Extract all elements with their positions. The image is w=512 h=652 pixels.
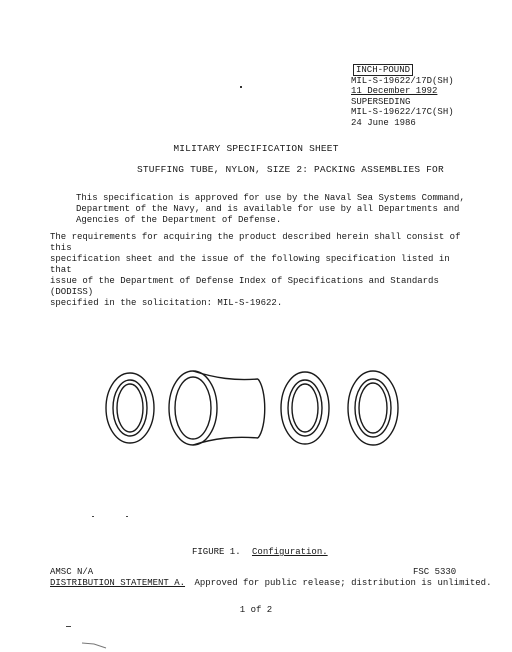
spec-sheet-title: MILITARY SPECIFICATION SHEET [173,143,339,154]
packing-ring-right [348,371,398,445]
approval-paragraph [76,193,476,226]
page-number: 1 of 2 [239,605,273,615]
superseding-label: SUPERSEDING [351,97,411,107]
figure-caption-number: FIGURE 1. [192,547,241,557]
distribution-label: DISTRIBUTION STATEMENT A. [50,578,186,588]
scan-speck [92,516,94,517]
scan-speck [66,626,71,627]
scan-artifact [80,640,110,650]
requirements-line: issue of the Department of Defense Index of Specifications and Standards (DODISS) [50,276,439,297]
packing-ring-middle [281,372,329,444]
distribution-statement [50,578,492,588]
scan-speck [240,86,242,88]
packing-sleeve [169,371,265,445]
approval-line: This specification is approved for use by the Naval Sea Systems Command, [76,193,465,203]
figure-caption [192,547,328,557]
distribution-text: Approved for public release; distribution is unlimited. [194,578,492,588]
packing-ring-left [106,373,154,443]
requirements-line: specification sheet and the issue of the following specification listed in that [50,254,450,275]
packing-assembly-figure [95,360,425,460]
superseded-date: 24 June 1986 [351,118,416,128]
requirements-line: specified in the solicitation: MIL-S-19622. [50,298,283,308]
approval-line: Department of the Navy, and is available for use by all Departments and [76,204,460,214]
inch-pound-stamp: INCH-POUND [353,65,413,76]
document-date: 11 December 1992 [351,86,438,96]
requirements-paragraph [50,232,470,309]
fsc-number: FSC 5330 [413,567,457,577]
superseded-number: MIL-S-19622/17C(SH) [351,107,454,117]
document-number: MIL-S-19622/17D(SH) [351,76,454,86]
figure-caption-title: Configuration. [252,547,328,557]
scan-speck [126,516,128,517]
approval-line: Agencies of the Department of Defense. [76,215,282,225]
requirements-line: The requirements for acquiring the product described herein shall consist of this [50,232,461,253]
amsc-number: AMSC N/A [50,567,94,577]
item-title: STUFFING TUBE, NYLON, SIZE 2: PACKING ASSEMBLIES FOR [137,164,444,175]
